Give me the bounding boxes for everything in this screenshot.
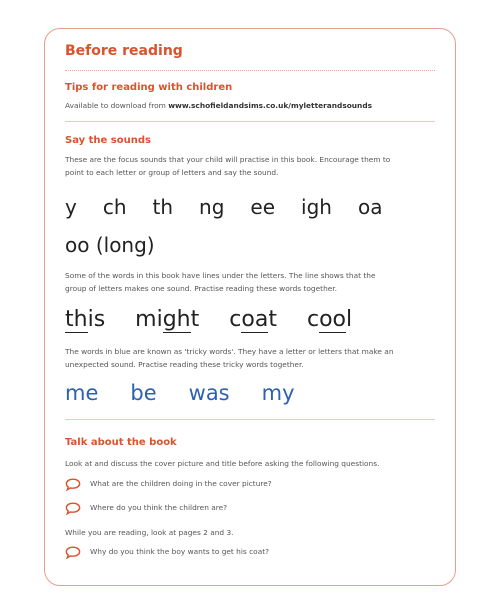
speech-bubble-icon	[65, 502, 81, 515]
word-part: is	[87, 307, 106, 332]
tricky-word: my	[261, 381, 295, 405]
word-part: t	[268, 307, 277, 332]
sound: y	[65, 195, 77, 219]
sounds-heading: Say the sounds	[65, 135, 151, 146]
sound: oa	[357, 195, 383, 219]
sounds-intro-2: point to each letter or group of letters and say the sound.	[65, 168, 279, 177]
tricky-intro-2: unexpected sound. Practise reading these tricky words together.	[65, 360, 304, 369]
sound: igh	[301, 195, 332, 219]
tricky-words	[65, 381, 295, 405]
speech-bubble-icon	[65, 546, 81, 559]
question-1	[65, 477, 272, 491]
sound: ee	[250, 195, 276, 219]
tips-text	[65, 99, 437, 112]
talk-intro: Look at and discuss the cover picture and title before asking the following questions.	[65, 459, 380, 468]
sounds-intro-1: These are the focus sounds that your child will practise in this book. Encourage them to	[65, 155, 391, 164]
question-text: Where do you think the children are?	[90, 503, 228, 512]
tips-text-body: Available to download from	[65, 101, 169, 110]
tricky-word: was	[188, 381, 230, 405]
page-title: Before reading	[65, 43, 183, 59]
practice-word	[135, 307, 199, 332]
word-part: mi	[135, 307, 163, 332]
speech-bubble-icon	[65, 478, 81, 491]
sound: ng	[199, 195, 225, 219]
question-text: What are the children doing in the cover picture?	[90, 479, 272, 488]
while-reading-text: While you are reading, look at pages 2 and 3.	[65, 528, 234, 537]
divider	[65, 419, 435, 420]
sounds-row-1	[65, 195, 382, 219]
question-3	[65, 545, 269, 559]
tricky-word: be	[130, 381, 157, 405]
tricky-word: me	[65, 381, 99, 405]
title-divider	[65, 70, 435, 71]
tricky-intro-1: The words in blue are known as 'tricky words'. They have a letter or letters that make an	[65, 347, 394, 356]
underlined-sound: oo	[319, 307, 346, 332]
tips-link[interactable]: www.schofieldandsims.co.uk/myletterandsounds	[168, 101, 373, 110]
words-intro-1: Some of the words in this book have lines under the letters. The line shows that the	[65, 271, 376, 280]
underlined-sound: gh	[162, 307, 191, 332]
practice-word	[65, 307, 105, 332]
word-part: c	[229, 307, 242, 332]
words-intro-2: group of letters makes one sound. Practise reading these words together.	[65, 284, 338, 293]
word-part: l	[346, 307, 353, 332]
divider	[65, 121, 435, 122]
talk-heading: Talk about the book	[65, 437, 177, 448]
question-text: Why do you think the boy wants to get his coat?	[90, 547, 270, 556]
underlined-sound: oa	[241, 307, 269, 332]
practice-words	[65, 307, 352, 332]
underlined-sound: th	[65, 307, 88, 332]
sounds-row-2: oo (long)	[65, 233, 155, 257]
sound: th	[152, 195, 174, 219]
word-part: c	[306, 307, 320, 332]
question-2	[65, 501, 227, 515]
practice-word	[307, 307, 352, 332]
tips-heading: Tips for reading with children	[65, 82, 233, 93]
sound: ch	[102, 195, 127, 219]
word-part: t	[190, 307, 200, 332]
before-reading-card	[44, 28, 456, 586]
practice-word	[229, 307, 277, 332]
